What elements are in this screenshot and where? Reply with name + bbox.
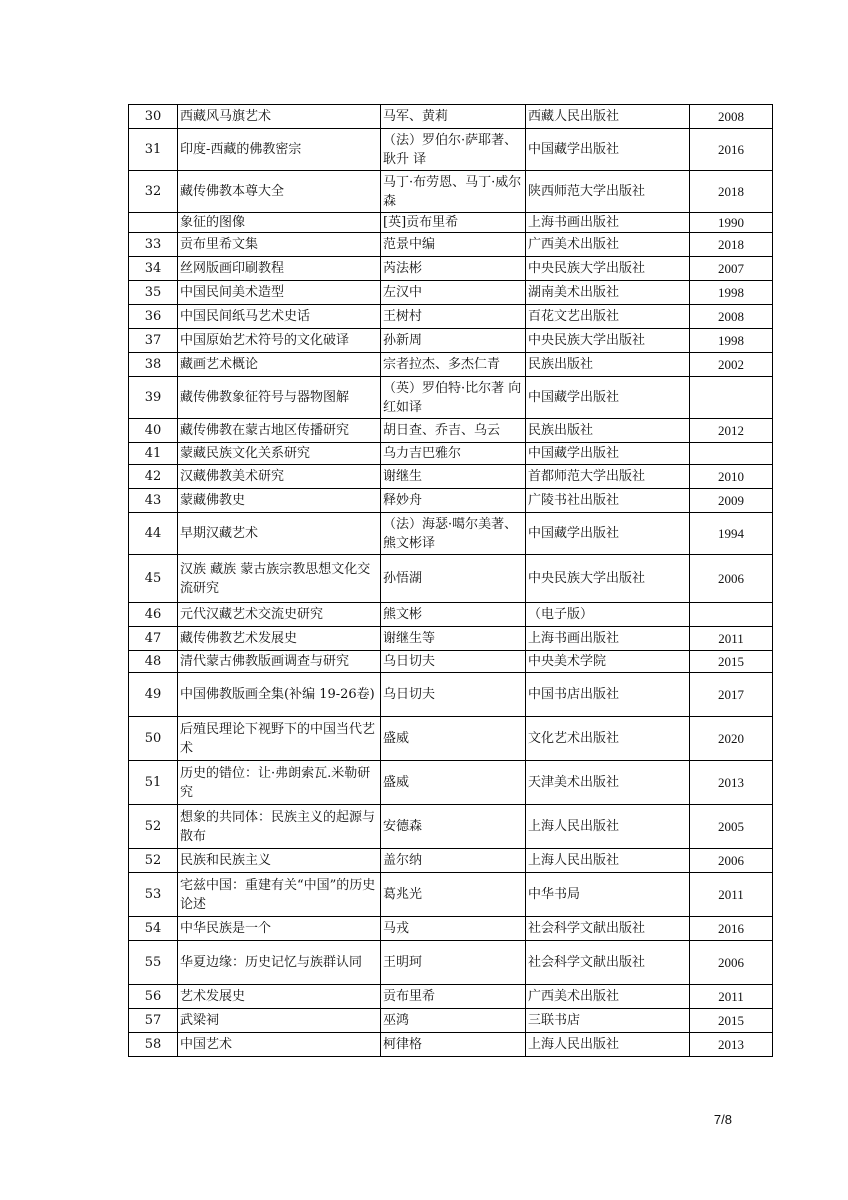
table-row [129, 761, 773, 805]
book-author: 巫鸿 [381, 1009, 526, 1033]
table-row [129, 129, 773, 171]
publication-year: 2013 [690, 1033, 773, 1057]
book-publisher: 天津美术出版社 [526, 761, 690, 805]
book-title: 中国原始艺术符号的文化破译 [178, 329, 381, 353]
row-number: 53 [129, 873, 178, 917]
publication-year: 2006 [690, 555, 773, 603]
book-publisher: 中华书局 [526, 873, 690, 917]
book-author: （英）罗伯特·比尔著 向红如译 [381, 377, 526, 419]
book-title: 中华民族是一个 [178, 917, 381, 941]
book-title: 宅兹中国：重建有关“中国”的历史论述 [178, 873, 381, 917]
book-author: 谢继生等 [381, 627, 526, 651]
book-author: 乌日切夫 [381, 651, 526, 673]
table-row [129, 1009, 773, 1033]
book-publisher: 民族出版社 [526, 419, 690, 443]
row-number: 37 [129, 329, 178, 353]
table-row [129, 419, 773, 443]
book-author: 熊文彬 [381, 603, 526, 627]
book-title: 藏传佛教在蒙古地区传播研究 [178, 419, 381, 443]
publication-year: 2006 [690, 849, 773, 873]
book-title: 后殖民理论下视野下的中国当代艺术 [178, 717, 381, 761]
table-row [129, 717, 773, 761]
book-publisher: 上海人民出版社 [526, 805, 690, 849]
book-title: 蒙藏民族文化关系研究 [178, 443, 381, 465]
book-author: 乌力吉巴雅尔 [381, 443, 526, 465]
row-number: 34 [129, 257, 178, 281]
publication-year: 2008 [690, 105, 773, 129]
row-number: 33 [129, 233, 178, 257]
row-number: 45 [129, 555, 178, 603]
book-publisher: 民族出版社 [526, 353, 690, 377]
table-row [129, 329, 773, 353]
book-author: （法）罗伯尔·萨耶著、耿升 译 [381, 129, 526, 171]
book-title: 元代汉藏艺术交流史研究 [178, 603, 381, 627]
table-row [129, 805, 773, 849]
book-author: 释妙舟 [381, 489, 526, 513]
row-number [129, 213, 178, 233]
publication-year: 1998 [690, 281, 773, 305]
book-title: 武梁祠 [178, 1009, 381, 1033]
book-publisher: 中国藏学出版社 [526, 513, 690, 555]
book-publisher: （电子版） [526, 603, 690, 627]
book-author: 范景中编 [381, 233, 526, 257]
row-number: 42 [129, 465, 178, 489]
publication-year: 1994 [690, 513, 773, 555]
table-row [129, 377, 773, 419]
publication-year: 2017 [690, 673, 773, 717]
publication-year: 2016 [690, 917, 773, 941]
row-number: 57 [129, 1009, 178, 1033]
book-title: 中国民间美术造型 [178, 281, 381, 305]
row-number: 52 [129, 805, 178, 849]
book-author: 盛威 [381, 761, 526, 805]
publication-year: 2018 [690, 233, 773, 257]
row-number: 32 [129, 171, 178, 213]
table-row [129, 873, 773, 917]
row-number: 43 [129, 489, 178, 513]
row-number: 50 [129, 717, 178, 761]
book-author: 贡布里希 [381, 985, 526, 1009]
book-title: 印度-西藏的佛教密宗 [178, 129, 381, 171]
book-publisher: 文化艺术出版社 [526, 717, 690, 761]
publication-year: 2012 [690, 419, 773, 443]
book-publisher: 三联书店 [526, 1009, 690, 1033]
book-publisher: 西藏人民出版社 [526, 105, 690, 129]
book-title: 汉藏佛教美术研究 [178, 465, 381, 489]
book-author: 柯律格 [381, 1033, 526, 1057]
book-author: 宗者拉杰、多杰仁青 [381, 353, 526, 377]
book-author: 马军、黄莉 [381, 105, 526, 129]
publication-year: 1990 [690, 213, 773, 233]
book-publisher: 中国书店出版社 [526, 673, 690, 717]
table-row [129, 941, 773, 985]
row-number: 49 [129, 673, 178, 717]
book-title: 丝网版画印刷教程 [178, 257, 381, 281]
book-title: 中国民间纸马艺术史话 [178, 305, 381, 329]
book-publisher: 广西美术出版社 [526, 985, 690, 1009]
table-row [129, 233, 773, 257]
publication-year: 2009 [690, 489, 773, 513]
book-title: 西藏风马旗艺术 [178, 105, 381, 129]
book-publisher: 上海书画出版社 [526, 627, 690, 651]
book-author: 王明珂 [381, 941, 526, 985]
table-row [129, 1033, 773, 1057]
row-number: 46 [129, 603, 178, 627]
row-number: 38 [129, 353, 178, 377]
row-number: 30 [129, 105, 178, 129]
book-author: 盖尔纳 [381, 849, 526, 873]
table-body [129, 105, 773, 1057]
publication-year: 2007 [690, 257, 773, 281]
book-publisher: 中国藏学出版社 [526, 377, 690, 419]
book-title: 华夏边缘：历史记忆与族群认同 [178, 941, 381, 985]
publication-year: 2010 [690, 465, 773, 489]
publication-year: 2020 [690, 717, 773, 761]
table-row [129, 105, 773, 129]
table-row [129, 443, 773, 465]
book-title: 中国佛教版画全集(补编 19-26卷) [178, 673, 381, 717]
table-row [129, 353, 773, 377]
book-publisher: 广西美术出版社 [526, 233, 690, 257]
publication-year [690, 377, 773, 419]
publication-year: 2015 [690, 651, 773, 673]
book-title: 藏传佛教象征符号与器物图解 [178, 377, 381, 419]
publication-year [690, 443, 773, 465]
book-title: 藏画艺术概论 [178, 353, 381, 377]
row-number: 35 [129, 281, 178, 305]
book-title: 中国艺术 [178, 1033, 381, 1057]
row-number: 55 [129, 941, 178, 985]
book-author: 芮法彬 [381, 257, 526, 281]
book-title: 藏传佛教本尊大全 [178, 171, 381, 213]
book-publisher: 首都师范大学出版社 [526, 465, 690, 489]
table-row [129, 171, 773, 213]
book-author: 王树村 [381, 305, 526, 329]
book-author: 马丁·布劳恩、马丁·威尔森 [381, 171, 526, 213]
book-publisher: 社会科学文献出版社 [526, 941, 690, 985]
publication-year: 2006 [690, 941, 773, 985]
publication-year: 2015 [690, 1009, 773, 1033]
publication-year: 2002 [690, 353, 773, 377]
book-author: 马戎 [381, 917, 526, 941]
book-title: 象征的图像 [178, 213, 381, 233]
publication-year [690, 603, 773, 627]
book-publisher: 陕西师范大学出版社 [526, 171, 690, 213]
book-publisher: 中央民族大学出版社 [526, 257, 690, 281]
publication-year: 2011 [690, 985, 773, 1009]
table-row [129, 651, 773, 673]
table-row [129, 213, 773, 233]
book-publisher: 中央民族大学出版社 [526, 555, 690, 603]
publication-year: 2011 [690, 627, 773, 651]
book-publisher: 上海人民出版社 [526, 849, 690, 873]
book-author: 孙悟湖 [381, 555, 526, 603]
book-title: 民族和民族主义 [178, 849, 381, 873]
book-publisher: 中国藏学出版社 [526, 443, 690, 465]
row-number: 36 [129, 305, 178, 329]
book-publisher: 广陵书社出版社 [526, 489, 690, 513]
table-row [129, 489, 773, 513]
book-author: 乌日切夫 [381, 673, 526, 717]
book-author: （法）海瑟·噶尔美著、熊文彬译 [381, 513, 526, 555]
publication-year: 2013 [690, 761, 773, 805]
book-publisher: 中央民族大学出版社 [526, 329, 690, 353]
book-publisher: 上海人民出版社 [526, 1033, 690, 1057]
table-row [129, 257, 773, 281]
book-title: 早期汉藏艺术 [178, 513, 381, 555]
book-author: 左汉中 [381, 281, 526, 305]
row-number: 58 [129, 1033, 178, 1057]
table-row [129, 673, 773, 717]
book-title: 想象的共同体：民族主义的起源与散布 [178, 805, 381, 849]
book-title: 蒙藏佛教史 [178, 489, 381, 513]
bibliography-table [128, 104, 773, 1057]
book-publisher: 上海书画出版社 [526, 213, 690, 233]
book-title: 汉族 藏族 蒙古族宗教思想文化交流研究 [178, 555, 381, 603]
book-author: 孙新周 [381, 329, 526, 353]
book-author: 盛威 [381, 717, 526, 761]
row-number: 48 [129, 651, 178, 673]
book-publisher: 中央美术学院 [526, 651, 690, 673]
book-title: 贡布里希文集 [178, 233, 381, 257]
book-publisher: 百花文艺出版社 [526, 305, 690, 329]
publication-year: 2005 [690, 805, 773, 849]
table-row [129, 281, 773, 305]
row-number: 39 [129, 377, 178, 419]
row-number: 31 [129, 129, 178, 171]
publication-year: 2011 [690, 873, 773, 917]
publication-year: 2008 [690, 305, 773, 329]
row-number: 51 [129, 761, 178, 805]
book-title: 艺术发展史 [178, 985, 381, 1009]
table-row [129, 465, 773, 489]
page-number: 7/8 [713, 1112, 732, 1127]
book-author: 安德森 [381, 805, 526, 849]
book-publisher: 中国藏学出版社 [526, 129, 690, 171]
book-title: 藏传佛教艺术发展史 [178, 627, 381, 651]
row-number: 41 [129, 443, 178, 465]
book-author: 胡日查、乔吉、乌云 [381, 419, 526, 443]
table-row [129, 627, 773, 651]
table-row [129, 555, 773, 603]
table-row [129, 985, 773, 1009]
table-row [129, 513, 773, 555]
publication-year: 1998 [690, 329, 773, 353]
book-publisher: 湖南美术出版社 [526, 281, 690, 305]
publication-year: 2016 [690, 129, 773, 171]
book-author: [英]贡布里希 [381, 213, 526, 233]
book-publisher: 社会科学文献出版社 [526, 917, 690, 941]
publication-year: 2018 [690, 171, 773, 213]
table-row [129, 305, 773, 329]
table-row [129, 917, 773, 941]
row-number: 44 [129, 513, 178, 555]
book-title: 清代蒙古佛教版画调查与研究 [178, 651, 381, 673]
row-number: 54 [129, 917, 178, 941]
table-row [129, 603, 773, 627]
book-author: 谢继生 [381, 465, 526, 489]
row-number: 40 [129, 419, 178, 443]
row-number: 47 [129, 627, 178, 651]
table-row [129, 849, 773, 873]
row-number: 56 [129, 985, 178, 1009]
book-title: 历史的错位：让·弗朗索瓦.米勒研究 [178, 761, 381, 805]
row-number: 52 [129, 849, 178, 873]
book-author: 葛兆光 [381, 873, 526, 917]
